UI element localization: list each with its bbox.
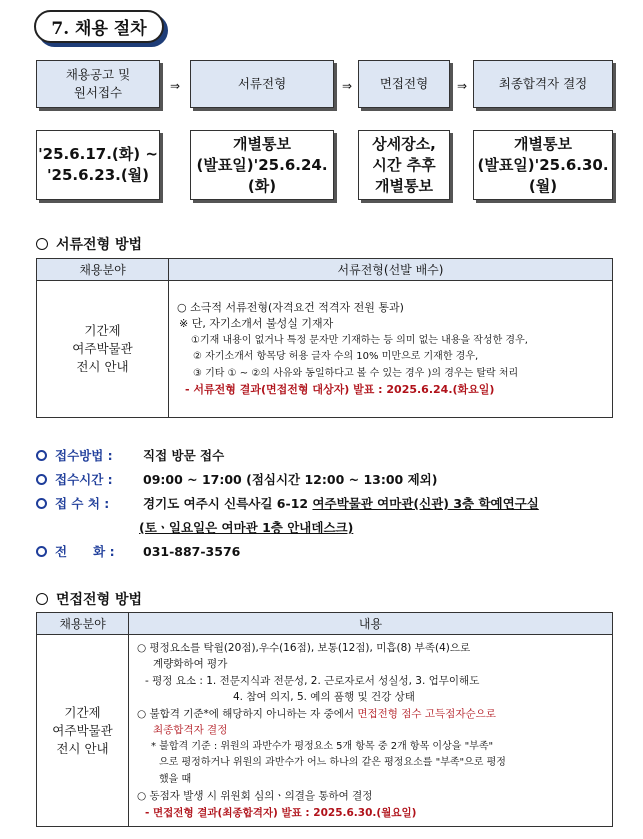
circle-bullet-icon [36, 593, 48, 605]
iv-line-1: ○ 평정요소를 탁월(20점),우수(16점), 보통(12점), 미흡(8) 부족(4)으로 [137, 641, 471, 654]
flow-arrow-1: ⇒ [170, 79, 181, 93]
iv-line-4: 4. 참여 의지, 5. 예의 품행 및 건강 상태 [233, 691, 415, 704]
iv-line-8: 으로 평정하거나 위원의 과반수가 어느 하나의 같은 평정요소를 "부족"으로 평정 [159, 757, 506, 769]
doc-review-table [36, 258, 613, 418]
date-application: '25.6.17.(화) ~ '25.6.23.(월) [36, 130, 160, 200]
iv-line-5 [137, 706, 606, 723]
iv-line-6: 최종합격자 결정 [153, 724, 228, 737]
date-interview: 상세장소, 시간 추후 개별통보 [358, 130, 450, 200]
doc-line-3: ①기재 내용이 없거나 특정 문자만 기재하는 등 의미 없는 내용을 작성한 경우, [191, 334, 528, 346]
blue-circle-icon [36, 450, 47, 461]
iv-line-7: * 불합격 기준 : 위원의 과반수가 평정요소 5개 항목 중 2개 항목 이상을 "부족" [151, 740, 494, 752]
phone-value: 031-887-3576 [143, 543, 241, 559]
doc-line-4: ② 자기소개서 항목당 허용 글자 수의 10% 미만으로 기재한 경우, [193, 351, 479, 362]
apply-place-note-row [139, 518, 353, 536]
iv-line-5-b: 면접전형 점수 고득점자순으로 [357, 707, 496, 720]
blue-circle-icon [36, 474, 47, 485]
iv-line-5-a: ○ 불합격 기준*에 해당하지 아니하는 자 중에서 [137, 707, 358, 720]
iv-line-3: - 평정 요소 : 1. 전문지식과 전문성, 2. 근로자로서 성실성, 3. 업무이해도 [145, 674, 480, 687]
apply-method-row [36, 446, 224, 464]
date-document: 개별통보 (발표일)'25.6.24.(화) [190, 130, 334, 200]
flow-arrow-2: ⇒ [342, 79, 353, 93]
apply-method-label: 접수방법 : [55, 448, 113, 463]
doc-line-1: ○ 소극적 서류전형(자격요건 적격자 전원 통과) [177, 300, 404, 314]
blue-circle-icon [36, 498, 47, 509]
doc-line-5: ③ 기타 ① ~ ②의 사유와 동일하다고 볼 수 있는 경우 )의 경우는 탈락 처리 [193, 367, 519, 379]
phone-label: 전 화 : [55, 544, 115, 559]
interview-content [129, 635, 613, 827]
flow-step-interview: 면접전형 [358, 60, 450, 108]
interview-col-category: 채용분야 [37, 613, 129, 635]
apply-place-address: 경기도 여주시 신륵사길 6-12 [143, 496, 313, 511]
flow-step-document: 서류전형 [190, 60, 334, 108]
iv-line-result: - 면접전형 결과(최종합격자) 발표 : 2025.6.30.(월요일) [145, 806, 417, 819]
doc-line-result: - 서류전형 결과(면접전형 대상자) 발표 : 2025.6.24.(화요일) [185, 383, 495, 396]
apply-place-note: (토ㆍ일요일은 여마관 1층 안내데스크) [139, 520, 354, 535]
doc-review-content [169, 281, 613, 418]
doc-review-heading-text: 서류전형 방법 [56, 237, 143, 253]
interview-table [36, 612, 613, 827]
phone-row [36, 542, 240, 560]
blue-circle-icon [36, 546, 47, 557]
doc-line-2: ※ 단, 자기소개서 불성실 기재자 [179, 317, 334, 330]
apply-place-row [36, 494, 539, 512]
doc-review-category: 기간제 여주박물관 전시 안내 [37, 281, 169, 418]
apply-time-label: 접수시간 : [55, 472, 113, 487]
apply-time-value: 09:00 ~ 17:00 (점심시간 12:00 ~ 13:00 제외) [143, 472, 438, 487]
apply-place-label: 접 수 처 : [55, 496, 110, 511]
apply-method-value: 직접 방문 접수 [143, 448, 225, 463]
doc-review-col-category: 채용분야 [37, 259, 169, 281]
iv-line-10: ○ 동점자 발생 시 위원회 심의ㆍ의결을 통하여 결정 [137, 790, 373, 803]
iv-line-2: 계량화하여 평가 [153, 658, 228, 671]
interview-col-content: 내용 [129, 613, 613, 635]
flow-arrow-3: ⇒ [457, 79, 468, 93]
apply-time-row [36, 470, 437, 488]
apply-place-room: 여주박물관 여마관(신관) 3층 학예연구실 [312, 496, 539, 511]
section-title: 7. 채용 절차 [34, 10, 164, 43]
circle-bullet-icon [36, 238, 48, 250]
doc-review-heading [36, 234, 142, 254]
interview-category: 기간제 여주박물관 전시 안내 [37, 635, 129, 827]
iv-line-9: 했을 때 [159, 773, 192, 785]
interview-heading [36, 589, 142, 609]
doc-review-col-content: 서류전형(선발 배수) [169, 259, 613, 281]
flow-step-application: 채용공고 및 원서접수 [36, 60, 160, 108]
interview-heading-text: 면접전형 방법 [56, 592, 143, 608]
flow-step-final: 최종합격자 결정 [473, 60, 613, 108]
date-final: 개별통보 (발표일)'25.6.30.(월) [473, 130, 613, 200]
